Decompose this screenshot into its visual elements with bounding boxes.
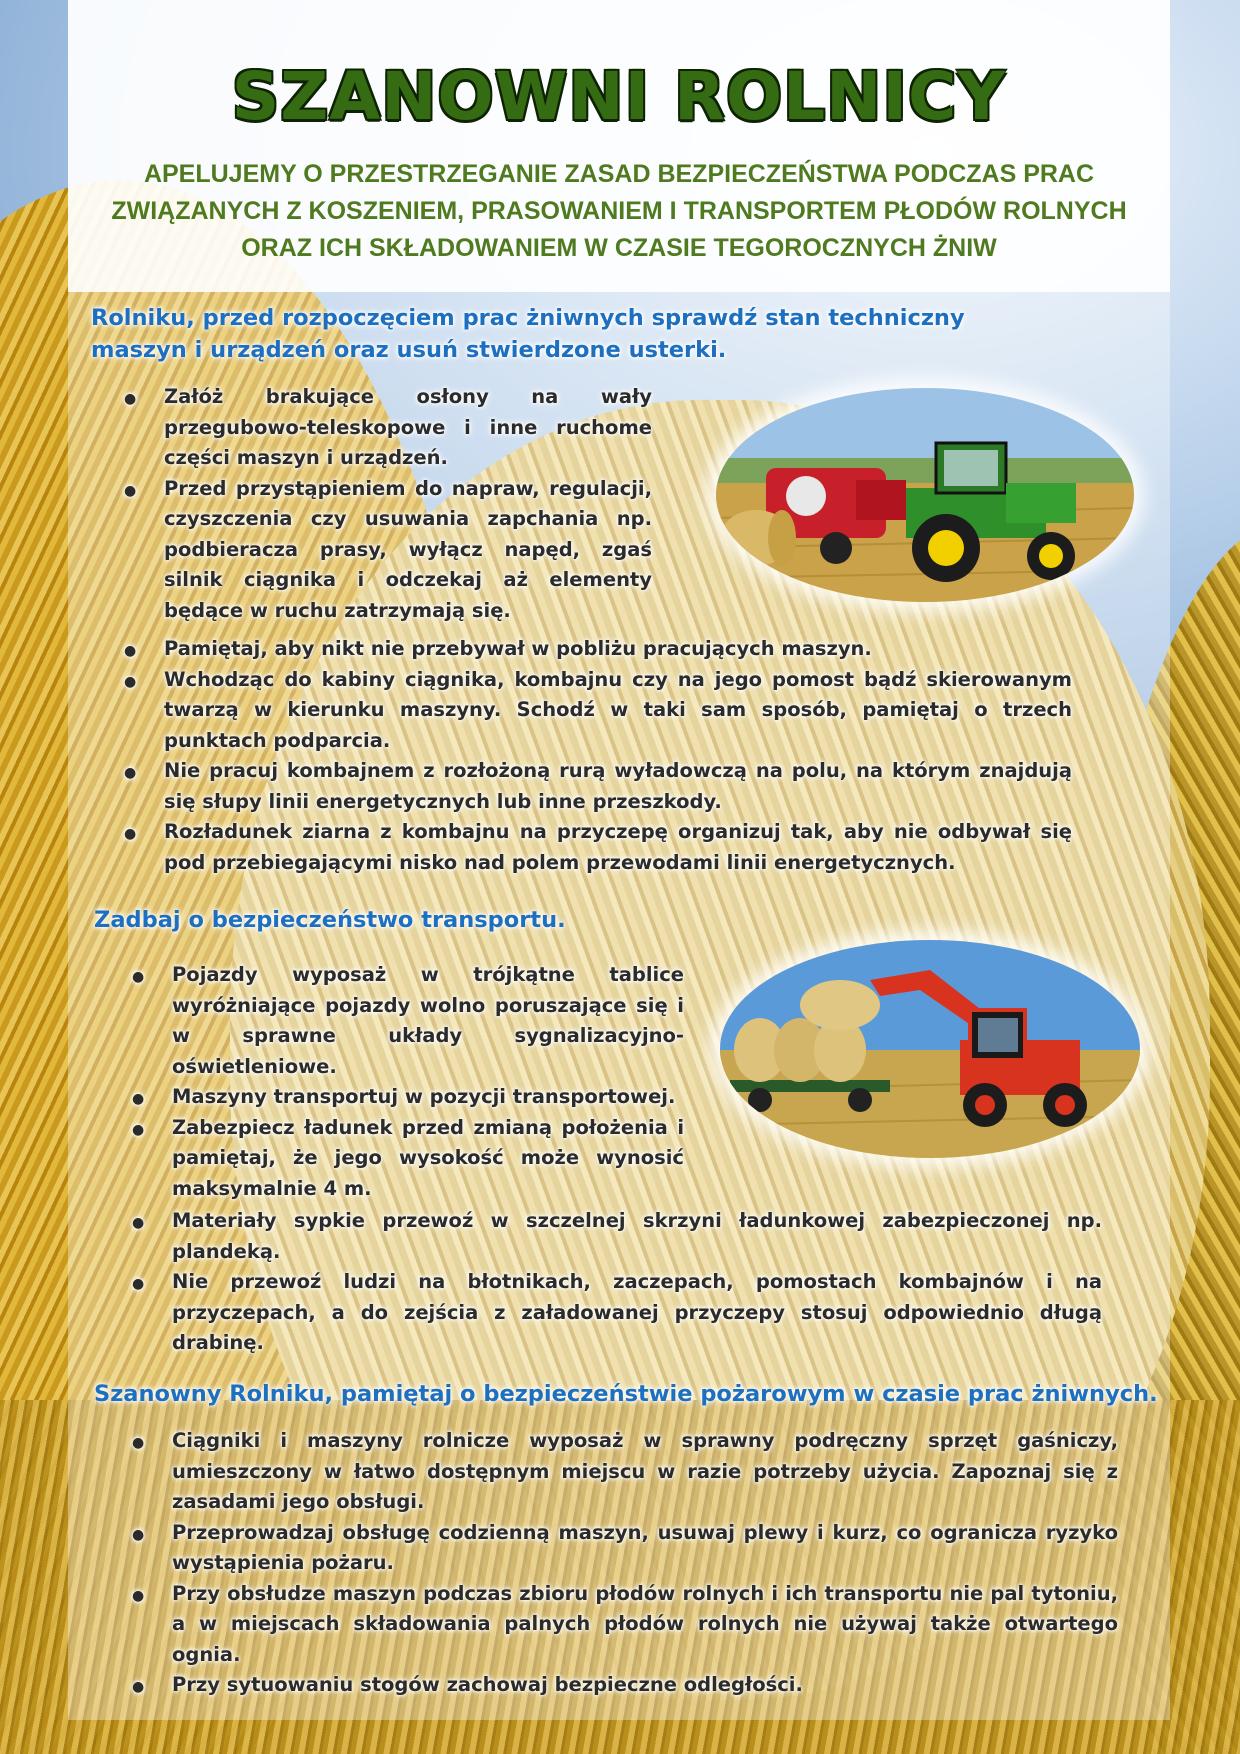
- list-item: ● Przy sytuowaniu stogów zachowaj bezpieczne odległości.: [132, 1670, 1118, 1701]
- bullet-icon: [132, 960, 172, 993]
- bullet-icon: [124, 817, 164, 850]
- list-item: ● Przy obsłudze maszyn podczas zbioru płodów rolnych i ich transportu nie pal tytoniu, a w miejscach składowania palnych płodów rolnych nie używaj także otwartego ognia.: [132, 1579, 1118, 1671]
- list-item: ● Rozładunek ziarna z kombajnu na przyczepę organizuj tak, aby nie odbywał się pod przebiegającymi nisko nad polem przewodami linii energetycznych.: [124, 817, 1072, 878]
- bullet-icon: [132, 1670, 172, 1703]
- bullet-icon: [132, 1206, 172, 1239]
- bullet-icon: [124, 756, 164, 789]
- list-item: ● Maszyny transportuj w pozycji transportowej.: [132, 1082, 684, 1113]
- bullet-icon: [124, 474, 164, 507]
- subtitle-line: APELUJEMY O PRZESTRZEGANIE ZASAD BEZPIECZEŃSTWA PODCZAS PRAC: [143, 160, 1095, 188]
- transport-list-narrow: [132, 960, 684, 1204]
- bullet-icon: [124, 382, 164, 415]
- poster-sheet: [68, 0, 1170, 1720]
- page-title: SZANOWNI ROLNICY: [231, 58, 1007, 135]
- telehandler-loading-bales-photo: [720, 940, 1140, 1158]
- list-item: ● Nie pracuj kombajnem z rozłożoną rurą wyładowczą na polu, na którym znajdują się słupy linii energetycznych lub inne przeszkody.: [124, 756, 1072, 817]
- bullet-icon: [132, 1082, 172, 1115]
- page-subtitle: [68, 156, 1170, 267]
- bullet-icon: [132, 1267, 172, 1300]
- bullet-icon: [124, 634, 164, 667]
- machinery-list-narrow: [124, 382, 652, 626]
- bullet-icon: [132, 1426, 172, 1459]
- heading-line: maszyn i urządzeń oraz usuń stwierdzone usterki.: [91, 337, 727, 363]
- tractor-with-baler-photo: [716, 388, 1134, 602]
- heading-line: Zadbaj o bezpieczeństwo transportu.: [94, 907, 566, 933]
- heading-line: Szanowny Rolniku, pamiętaj o bezpieczeństwie pożarowym w czasie prac żniwnych.: [94, 1381, 1158, 1407]
- list-item: ● Pamiętaj, aby nikt nie przebywał w pobliżu pracujących maszyn.: [124, 634, 1072, 665]
- machinery-list-wide: [124, 634, 1072, 878]
- list-item: ● Zabezpiecz ładunek przed zmianą położenia i pamiętaj, że jego wysokość może wynosić maksymalnie 4 m.: [132, 1113, 684, 1205]
- heading-line: Rolniku, przed rozpoczęciem prac żniwnych sprawdź stan techniczny: [91, 305, 965, 331]
- list-item: ● Wchodząc do kabiny ciągnika, kombajnu czy na jego pomost bądź skierowanym twarzą w kierunku maszyny. Schodź w taki sam sposób, pamiętaj o trzech punktach podparcia.: [124, 665, 1072, 757]
- list-item: ● Ciągniki i maszyny rolnicze wyposaż w sprawny podręczny sprzęt gaśniczy, umieszczony w łatwo dostępnym miejscu w razie potrzeby użycia. Zapoznaj się z zasadami jego obsługi.: [132, 1426, 1118, 1518]
- list-item: ● Materiały sypkie przewoź w szczelnej skrzyni ładunkowej zabezpieczonej np. plandeką.: [132, 1206, 1102, 1267]
- bullet-icon: [132, 1518, 172, 1551]
- list-item: ● Przed przystąpieniem do napraw, regulacji, czyszczenia czy usuwania zapchania np. podbieracza prasy, wyłącz napęd, zgaś silnik ciągnika i odczekaj aż elementy będące w ruchu zatrzymają się.: [124, 474, 652, 627]
- section-heading-machinery: [91, 302, 965, 366]
- subtitle-line: ORAZ ICH SKŁADOWANIEM W CZASIE TEGOROCZNYCH ŻNIW: [241, 234, 997, 262]
- bullet-icon: [132, 1113, 172, 1146]
- list-item: ● Pojazdy wyposaż w trójkątne tablice wyróżniające pojazdy wolno poruszające się i w sprawne układy sygnalizacyjno-oświetleniowe.: [132, 960, 684, 1082]
- fire-safety-list: [132, 1426, 1118, 1701]
- list-item: ● Nie przewoź ludzi na błotnikach, zaczepach, pomostach kombajnów i na przyczepach, a do zejścia z załadowanej przyczepy stosuj odpowiednio długą drabinę.: [132, 1267, 1102, 1359]
- section-heading-fire-safety: [94, 1378, 1158, 1410]
- bullet-icon: [132, 1579, 172, 1612]
- subtitle-line: ZWIĄZANYCH Z KOSZENIEM, PRASOWANIEM I TRANSPORTEM PŁODÓW ROLNYCH: [111, 197, 1127, 225]
- list-item: ● Przeprowadzaj obsługę codzienną maszyn, usuwaj plewy i kurz, co ogranicza ryzyko wystąpienia pożaru.: [132, 1518, 1118, 1579]
- transport-list-wide: [132, 1206, 1102, 1359]
- bullet-icon: [124, 665, 164, 698]
- list-item: ● Załóż brakujące osłony na wały przegubowo-teleskopowe i inne ruchome części maszyn i urządzeń.: [124, 382, 652, 474]
- section-heading-transport: [94, 904, 566, 936]
